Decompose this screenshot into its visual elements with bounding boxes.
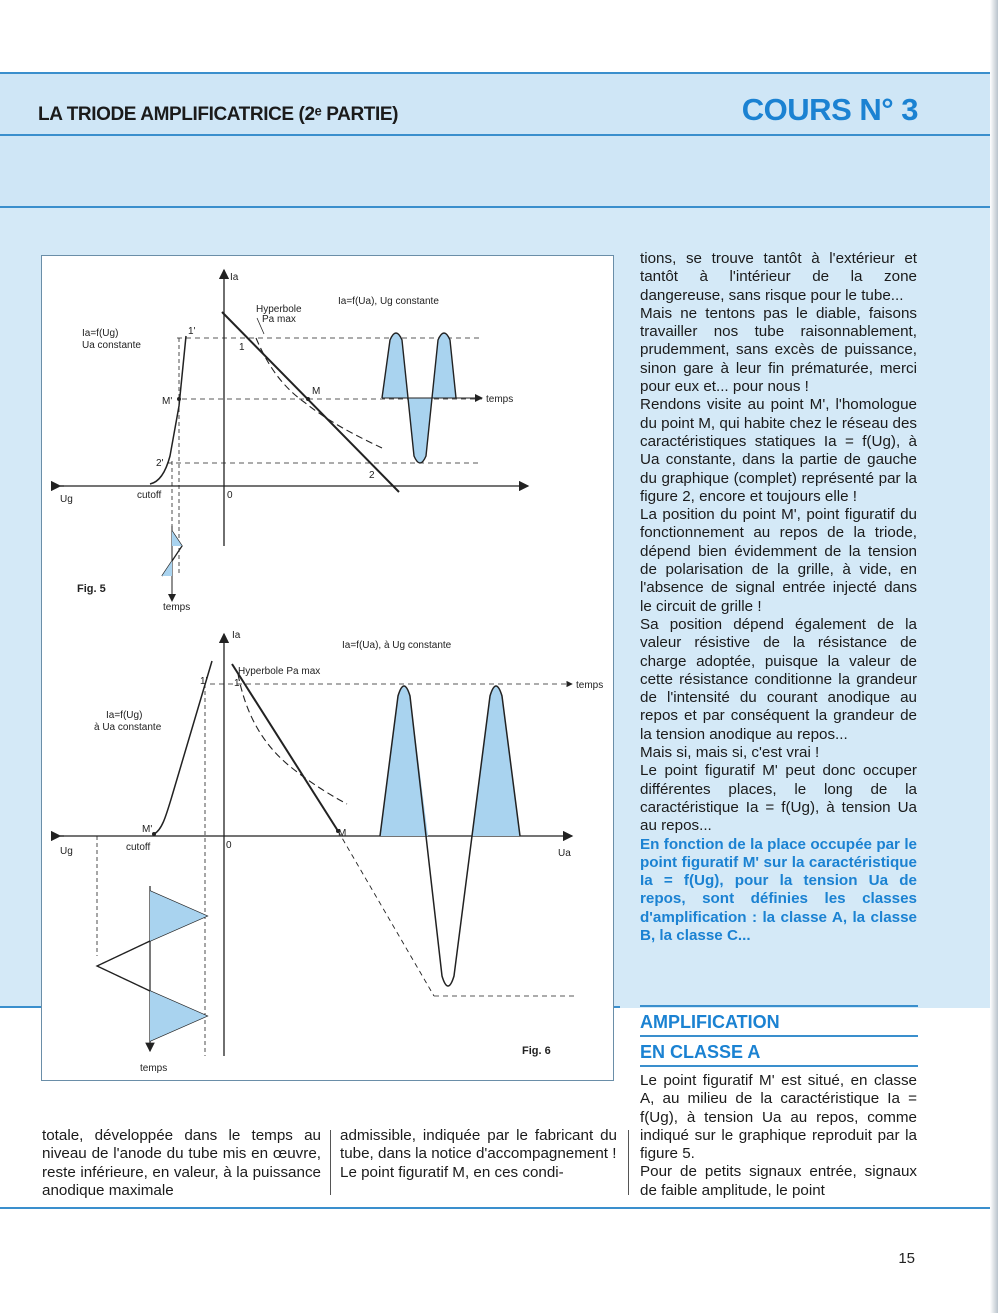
paragraph: Mais ne tentons pas le diable, faisons travailler nos tube raisonnablement, prudemment, sans excès de puissance, sinon gare à leur fin prématurée, merci pour eux et... pour nous ! bbox=[640, 304, 917, 396]
fig5-caption: Fig. 5 bbox=[77, 583, 106, 595]
right-column-text bbox=[640, 250, 917, 945]
fig5-point-2: 2 bbox=[369, 470, 375, 481]
page-title: LA TRIODE AMPLIFICATRICE (2ᵉ PARTIE) bbox=[38, 104, 399, 125]
fig6-origin-label: 0 bbox=[226, 840, 232, 851]
fig6-temps-right: temps bbox=[576, 680, 604, 691]
header-top-rule bbox=[0, 72, 998, 74]
figures-drawing bbox=[42, 256, 615, 1082]
paragraph: Sa position dépend également de la valeur résistive de la résistance de charge adoptée, puisque la valeur de cette résistance conditionne la grandeur de l'intensité du courant anodique au repos et par conséquent la grandeur de la tension anodique au repos... bbox=[640, 615, 917, 743]
paragraph: admissible, indiquée par le fabricant du tube, dans la notice d'accompagnement ! bbox=[340, 1127, 617, 1163]
paragraph: Rendons visite au point M', l'homologue du point M, qui habite chez le réseau des caractéristiques statiques Ia = f(Ug), à Ua constante, dans la partie de gauche du graphique (complet) représenté par la figure 2, encore et toujours elle ! bbox=[640, 396, 917, 505]
footer-rule bbox=[0, 1207, 998, 1209]
page-number: 15 bbox=[898, 1250, 915, 1267]
fig5-point-m: M bbox=[312, 386, 321, 397]
paragraph: Pour de petits signaux entrée, signaux de faible amplitude, le point bbox=[640, 1163, 917, 1199]
fig6-ua-label: Ua bbox=[558, 848, 571, 859]
section-heading-line-1: AMPLIFICATION bbox=[640, 1005, 918, 1037]
fig5-right-label: Ia=f(Ua), Ug constante bbox=[338, 296, 439, 307]
fig5-cutoff-label: cutoff bbox=[137, 490, 162, 501]
fig5-ia-label: Ia bbox=[230, 272, 239, 283]
bottom-middle-text bbox=[340, 1127, 617, 1182]
paragraph: La position du point M', point figuratif du fonctionnement au repos de la triode, dépend bien évidemment de la tension de polarisation de la grille, à vide, en l'absence de signal entrée injecté dans le circuit de grille ! bbox=[640, 506, 917, 615]
figure-6-labels bbox=[60, 630, 603, 1074]
paragraph: Mais si, mais si, c'est vrai ! bbox=[640, 744, 820, 762]
column-divider bbox=[628, 1130, 629, 1195]
fig5-load-line bbox=[222, 312, 399, 492]
fig5-point-mp: M' bbox=[162, 396, 173, 407]
section-heading bbox=[640, 1005, 918, 1067]
fig5-temps-right: temps bbox=[486, 394, 514, 405]
fig6-point-m: M bbox=[338, 828, 347, 839]
fig6-point-mp: M' bbox=[142, 824, 153, 835]
fig5-hyperbole-label-2: Pa max bbox=[262, 314, 296, 325]
header-mid-rule bbox=[0, 134, 998, 136]
paragraph: tions, se trouve tantôt à l'extérieur et tantôt à l'intérieur de la zone dangereuse, sans risque pour le tube... bbox=[640, 250, 917, 304]
paragraph: Le point figuratif M, en ces condi- bbox=[340, 1163, 564, 1181]
fig5-left-label-1: Ia=f(Ug) bbox=[82, 328, 119, 339]
fig6-right-label: Ia=f(Ua), à Ug constante bbox=[342, 640, 452, 651]
fig6-caption: Fig. 6 bbox=[522, 1045, 551, 1057]
highlighted-paragraph: En fonction de la place occupée par le point figuratif M' sur la caractéristique Ia = f(Ug), pour la tension Ua de repos, sont définies les classes d'amplification : la classe A, la classe B, la classe C... bbox=[640, 835, 917, 944]
fig5-left-label-2: Ua constante bbox=[82, 340, 141, 351]
section-body-text bbox=[640, 1072, 917, 1200]
paragraph: Le point figuratif M' est situé, en classe A, au milieu de la caractéristique Ia = f(Ug), à tension Ua au repos, comme indiqué sur le graphique reproduit par la figure 5. bbox=[640, 1072, 917, 1163]
section-heading-line-2: EN CLASSE A bbox=[640, 1037, 918, 1067]
course-number: COURS N° 3 bbox=[741, 92, 918, 127]
fig6-left-label-2: à Ua constante bbox=[94, 722, 162, 733]
fig6-cutoff-label: cutoff bbox=[126, 842, 151, 853]
content-top-rule bbox=[0, 206, 998, 208]
fig5-point-2p: 2' bbox=[156, 458, 164, 469]
fig6-load-line bbox=[232, 664, 338, 831]
fig6-ug-label: Ug bbox=[60, 846, 73, 857]
paragraph: totale, développée dans le temps au niveau de l'anode du tube mis en œuvre, reste inférieure, en valeur, à la puissance anodique maximale bbox=[42, 1127, 321, 1199]
column-divider bbox=[330, 1130, 331, 1195]
fig5-ug-label: Ug bbox=[60, 494, 73, 505]
figure-5-labels bbox=[60, 272, 513, 613]
fig5-point-1p: 1' bbox=[188, 326, 196, 337]
fig6-ia-label: Ia bbox=[232, 630, 241, 641]
fig6-hyperbole bbox=[238, 674, 347, 804]
fig5-point-1: 1 bbox=[239, 342, 245, 353]
fig6-point-1p: 1' bbox=[200, 676, 208, 687]
fig6-hyperbole-label: Hyperbole Pa max bbox=[238, 666, 321, 677]
paragraph: Le point figuratif M' peut donc occuper différentes places, le long de la caractéristique Ia = f(Ug), à tension Ua au repos... bbox=[640, 762, 917, 835]
fig6-point-1: 1 bbox=[234, 678, 240, 689]
figure-panel bbox=[41, 255, 614, 1081]
bottom-left-text bbox=[42, 1127, 321, 1200]
fig5-temps-bottom: temps bbox=[163, 602, 191, 613]
fig5-hyperbole-label-1: Hyperbole bbox=[256, 304, 302, 315]
fig6-left-label-1: Ia=f(Ug) bbox=[106, 710, 143, 721]
page-edge-shadow bbox=[990, 0, 998, 1313]
fig6-temps-bottom: temps bbox=[140, 1063, 168, 1074]
fig5-origin-label: 0 bbox=[227, 490, 233, 501]
